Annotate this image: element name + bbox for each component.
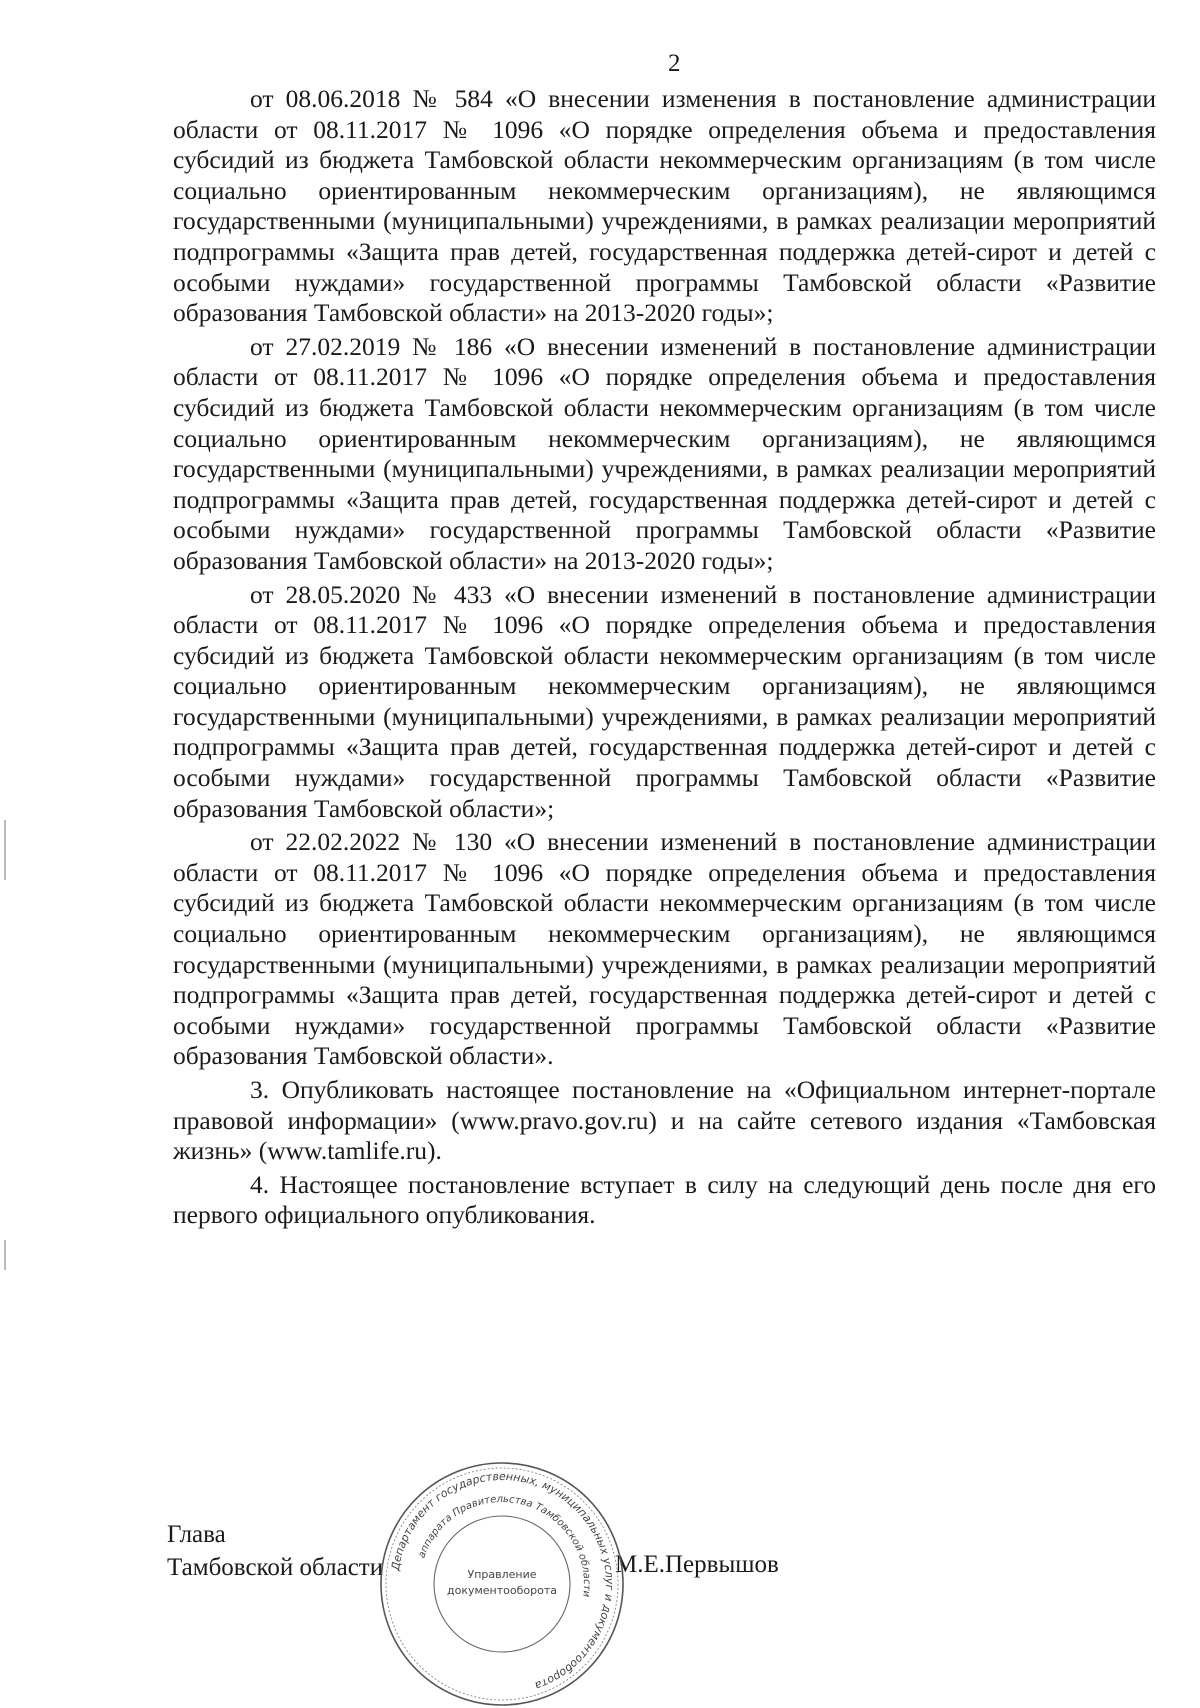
signer-title-line-1: Глава (167, 1521, 226, 1548)
stamp-center-line-2: документооборота (447, 1584, 557, 1597)
stamp-outer-text: Департамент государственных, муниципальных услуг и документооборота (388, 1469, 617, 1693)
stamp-inner-text: аппарата Правительства Тамбовской области (416, 1493, 593, 1598)
page-number: 2 (668, 50, 681, 77)
paragraph-item-3: 3. Опубликовать настоящее постановление на «Официальном интернет-портале правовой информации» (www.pravo.gov.ru) и на сайте сетевого издания «Тамбовская жизнь» (www.tamlife.ru). (173, 1075, 1156, 1166)
stamp-center-line-1: Управление (467, 1568, 537, 1581)
official-stamp (378, 1460, 626, 1708)
signature-block (167, 1518, 383, 1584)
scan-edge-mark (4, 1240, 6, 1270)
signer-name: М.Е.Первышов (615, 1551, 779, 1578)
paragraph-amendment-2018: от 08.06.2018 № 584 «О внесении изменения в постановление администрации области от 08.11.2017 № 1096 «О порядке определения объема и предоставления субсидий из бюджета Тамбовской области некоммерческим организациям (в том числе социально ориентированным некоммерческим организациям), не являющимся государственными (муниципальными) учреждениями, в рамках реализации мероприятий подпрограммы «Защита прав детей, государственная поддержка детей-сирот и детей с особыми нуждами» государственной программы Тамбовской области «Развитие образования Тамбовской области» на 2013-2020 годы»; (173, 84, 1156, 328)
scan-edge-mark (4, 820, 6, 880)
paragraph-item-4: 4. Настоящее постановление вступает в силу на следующий день после дня его первого официального опубликования. (173, 1169, 1156, 1230)
svg-text:аппарата Правительства Тамбовс (416, 1494, 592, 1598)
signer-title-line-2: Тамбовской области (167, 1554, 384, 1581)
paragraph-amendment-2022: от 22.02.2022 № 130 «О внесении изменений в постановление администрации области от 08.11.2017 № 1096 «О порядке определения объема и предоставления субсидий из бюджета Тамбовской области некоммерческим организациям (в том числе социально ориентированным некоммерческим организациям), не являющимся государственными (муниципальными) учреждениями, в рамках реализации мероприятий подпрограммы «Защита прав детей, государственная поддержка детей-сирот и детей с особыми нуждами» государственной программы Тамбовской области «Развитие образования Тамбовской области». (173, 827, 1156, 1071)
paragraph-amendment-2019: от 27.02.2019 № 186 «О внесении изменений в постановление администрации области от 08.11.2017 № 1096 «О порядке определения объема и предоставления субсидий из бюджета Тамбовской области некоммерческим организациям (в том числе социально ориентированным некоммерческим организациям), не являющимся государственными (муниципальными) учреждениями, в рамках реализации мероприятий подпрограммы «Защита прав детей, государственная поддержка детей-сирот и детей с особыми нуждами» государственной программы Тамбовской области «Развитие образования Тамбовской области» на 2013-2020 годы»; (173, 331, 1156, 575)
document-body (173, 84, 1156, 1231)
paragraph-amendment-2020: от 28.05.2020 № 433 «О внесении изменений в постановление администрации области от 08.11.2017 № 1096 «О порядке определения объема и предоставления субсидий из бюджета Тамбовской области некоммерческим организациям (в том числе социально ориентированным некоммерческим организациям), не являющимся государственными (муниципальными) учреждениями, в рамках реализации мероприятий подпрограммы «Защита прав детей, государственная поддержка детей-сирот и детей с особыми нуждами» государственной программы Тамбовской области «Развитие образования Тамбовской области»; (173, 579, 1156, 823)
